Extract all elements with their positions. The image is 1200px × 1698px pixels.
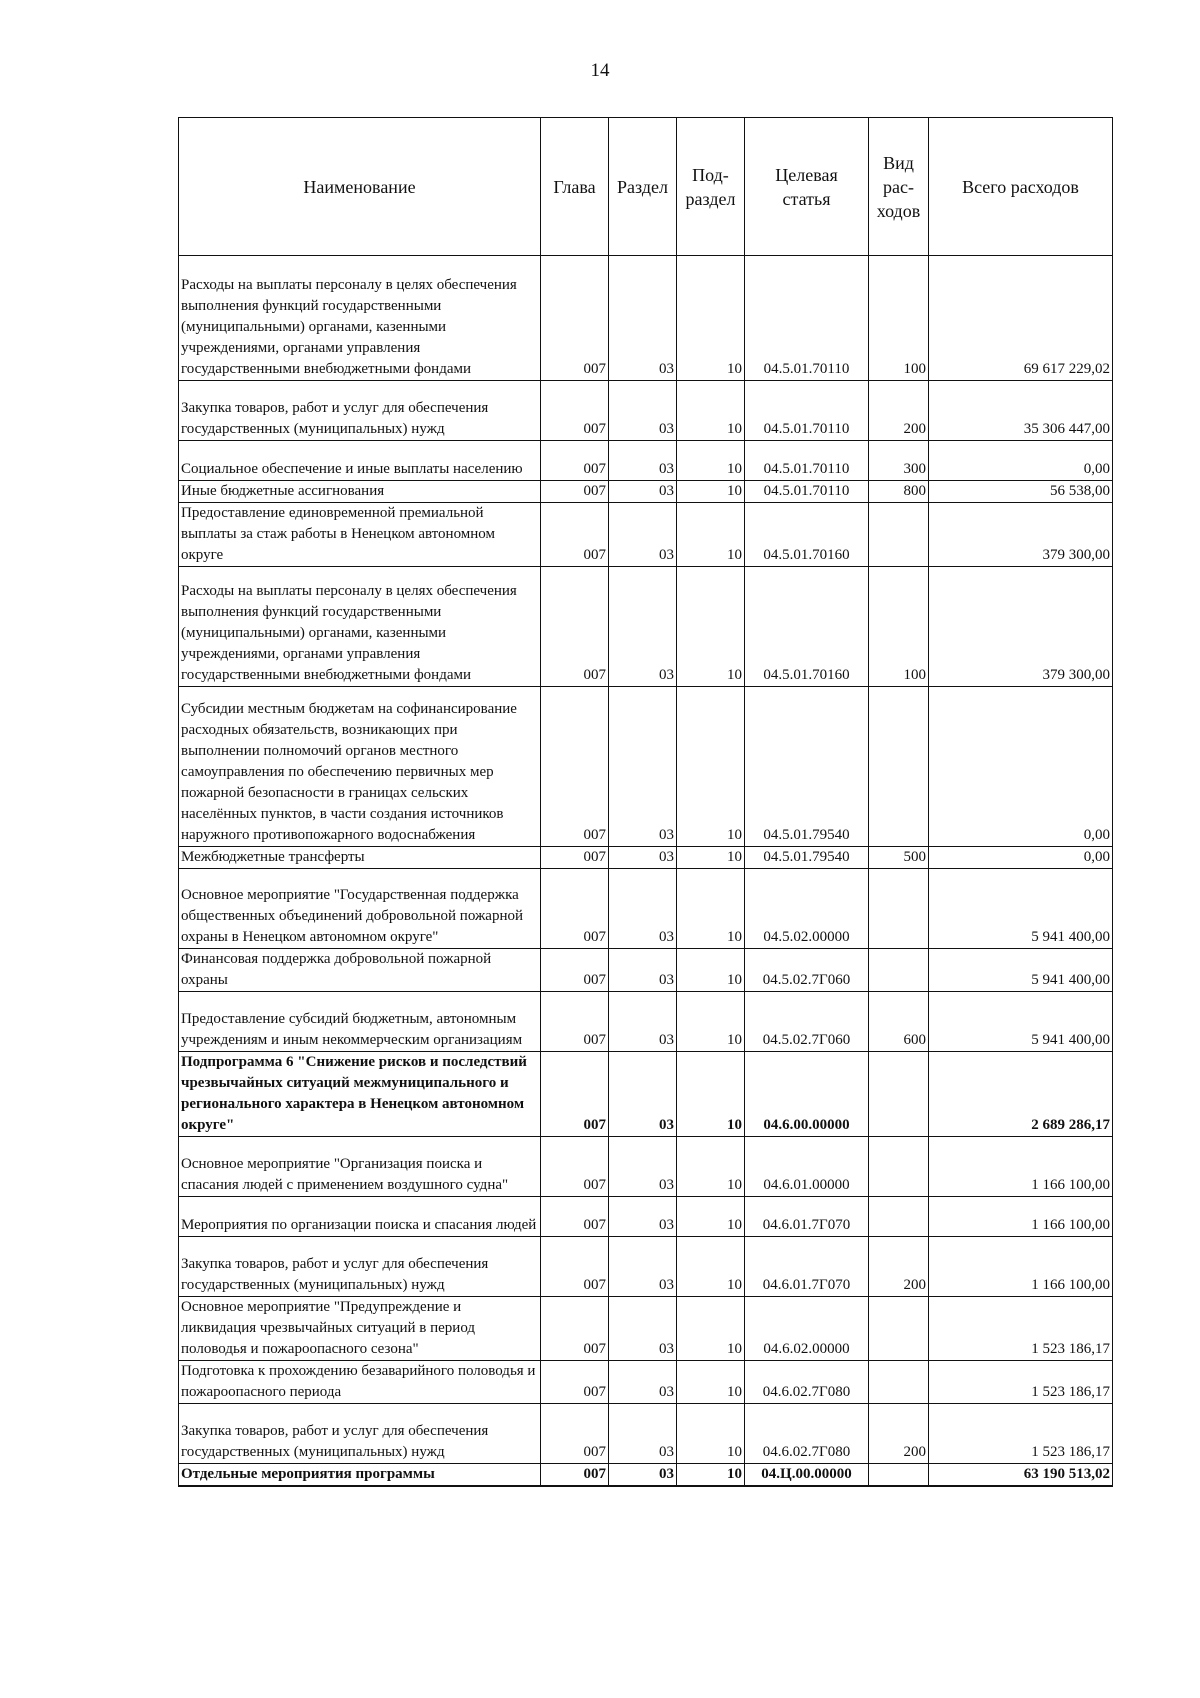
cell-total: 63 190 513,02 (929, 1464, 1113, 1487)
cell-name: Основное мероприятие "Организация поиска и спасания людей с применением воздушного судна" (179, 1137, 541, 1197)
cell-total: 1 523 186,17 (929, 1297, 1113, 1361)
cell-total: 5 941 400,00 (929, 992, 1113, 1052)
cell-total: 56 538,00 (929, 481, 1113, 503)
cell-section: 03 (609, 1197, 677, 1237)
cell-expense-type (869, 1297, 929, 1361)
cell-target: 04.5.01.79540 (745, 687, 869, 847)
cell-expense-type (869, 687, 929, 847)
table-row (179, 1052, 1113, 1137)
cell-section: 03 (609, 481, 677, 503)
cell-chapter: 007 (541, 869, 609, 949)
cell-target: 04.5.02.00000 (745, 869, 869, 949)
cell-total: 379 300,00 (929, 503, 1113, 567)
cell-total: 1 166 100,00 (929, 1137, 1113, 1197)
cell-name: Закупка товаров, работ и услуг для обеспечения государственных (муниципальных) нужд (179, 1237, 541, 1297)
cell-chapter: 007 (541, 567, 609, 687)
cell-name: Предоставление субсидий бюджетным, автономным учреждениям и иным некоммерческим организациям (179, 992, 541, 1052)
cell-subsection: 10 (677, 869, 745, 949)
cell-subsection: 10 (677, 1297, 745, 1361)
cell-expense-type: 200 (869, 381, 929, 441)
table-row (179, 869, 1113, 949)
cell-subsection: 10 (677, 1237, 745, 1297)
header-total: Всего расходов (929, 118, 1113, 256)
cell-chapter: 007 (541, 1052, 609, 1137)
cell-total: 1 166 100,00 (929, 1197, 1113, 1237)
cell-subsection: 10 (677, 847, 745, 869)
cell-expense-type: 500 (869, 847, 929, 869)
cell-target: 04.6.01.00000 (745, 1137, 869, 1197)
cell-chapter: 007 (541, 1361, 609, 1404)
table-row (179, 1237, 1113, 1297)
cell-section: 03 (609, 847, 677, 869)
cell-total: 0,00 (929, 687, 1113, 847)
cell-name: Отдельные мероприятия программы (179, 1464, 541, 1487)
cell-subsection: 10 (677, 567, 745, 687)
cell-target: 04.6.02.7Г080 (745, 1404, 869, 1464)
cell-name: Закупка товаров, работ и услуг для обеспечения государственных (муниципальных) нужд (179, 381, 541, 441)
cell-chapter: 007 (541, 992, 609, 1052)
cell-subsection: 10 (677, 256, 745, 381)
cell-expense-type (869, 503, 929, 567)
cell-target: 04.Ц.00.00000 (745, 1464, 869, 1487)
cell-target: 04.5.01.70110 (745, 381, 869, 441)
budget-table (178, 117, 1113, 1487)
header-target: Целевая статья (745, 118, 869, 256)
cell-total: 2 689 286,17 (929, 1052, 1113, 1137)
cell-expense-type: 200 (869, 1237, 929, 1297)
table-row (179, 949, 1113, 992)
cell-name: Социальное обеспечение и иные выплаты населению (179, 441, 541, 481)
cell-chapter: 007 (541, 949, 609, 992)
cell-expense-type: 100 (869, 256, 929, 381)
table-row (179, 481, 1113, 503)
cell-name: Расходы на выплаты персоналу в целях обеспечения выполнения функций государственными (муниципальными) органами, казенными учреждениями, органами управления государственными внебюджетными фондами (179, 567, 541, 687)
cell-chapter: 007 (541, 1464, 609, 1487)
cell-expense-type: 800 (869, 481, 929, 503)
cell-total: 69 617 229,02 (929, 256, 1113, 381)
cell-total: 35 306 447,00 (929, 381, 1113, 441)
cell-chapter: 007 (541, 1237, 609, 1297)
cell-total: 5 941 400,00 (929, 869, 1113, 949)
cell-subsection: 10 (677, 1464, 745, 1487)
cell-section: 03 (609, 256, 677, 381)
cell-target: 04.5.01.70110 (745, 256, 869, 381)
table-row (179, 567, 1113, 687)
table-row (179, 381, 1113, 441)
cell-total: 5 941 400,00 (929, 949, 1113, 992)
table-header-row (179, 118, 1113, 256)
cell-target: 04.5.01.79540 (745, 847, 869, 869)
cell-name: Предоставление единовременной премиальной выплаты за стаж работы в Ненецком автономном округе (179, 503, 541, 567)
cell-chapter: 007 (541, 1197, 609, 1237)
table-row (179, 687, 1113, 847)
header-expense-type: Вид рас- ходов (869, 118, 929, 256)
cell-target: 04.6.02.00000 (745, 1297, 869, 1361)
cell-section: 03 (609, 381, 677, 441)
cell-name: Иные бюджетные ассигнования (179, 481, 541, 503)
cell-target: 04.5.01.70160 (745, 567, 869, 687)
cell-target: 04.5.02.7Г060 (745, 992, 869, 1052)
cell-total: 1 166 100,00 (929, 1237, 1113, 1297)
cell-section: 03 (609, 503, 677, 567)
cell-name: Закупка товаров, работ и услуг для обеспечения государственных (муниципальных) нужд (179, 1404, 541, 1464)
cell-name: Основное мероприятие "Государственная поддержка общественных объединений добровольной пожарной охраны в Ненецком автономном округе" (179, 869, 541, 949)
cell-subsection: 10 (677, 1052, 745, 1137)
cell-section: 03 (609, 441, 677, 481)
cell-section: 03 (609, 992, 677, 1052)
cell-expense-type (869, 949, 929, 992)
cell-expense-type (869, 1361, 929, 1404)
cell-section: 03 (609, 1052, 677, 1137)
header-name: Наименование (179, 118, 541, 256)
table-row (179, 441, 1113, 481)
table-row (179, 1297, 1113, 1361)
cell-name: Мероприятия по организации поиска и спасания людей (179, 1197, 541, 1237)
cell-target: 04.6.00.00000 (745, 1052, 869, 1137)
cell-chapter: 007 (541, 256, 609, 381)
cell-subsection: 10 (677, 381, 745, 441)
cell-total: 0,00 (929, 847, 1113, 869)
cell-section: 03 (609, 1237, 677, 1297)
cell-subsection: 10 (677, 503, 745, 567)
cell-subsection: 10 (677, 1197, 745, 1237)
table-row (179, 256, 1113, 381)
table-row (179, 503, 1113, 567)
cell-section: 03 (609, 1137, 677, 1197)
cell-section: 03 (609, 1297, 677, 1361)
cell-target: 04.6.01.7Г070 (745, 1197, 869, 1237)
cell-chapter: 007 (541, 441, 609, 481)
cell-chapter: 007 (541, 1297, 609, 1361)
cell-expense-type: 100 (869, 567, 929, 687)
cell-name: Финансовая поддержка добровольной пожарной охраны (179, 949, 541, 992)
cell-section: 03 (609, 1361, 677, 1404)
page-number: 14 (590, 60, 610, 81)
cell-chapter: 007 (541, 381, 609, 441)
table-row (179, 1137, 1113, 1197)
cell-section: 03 (609, 687, 677, 847)
cell-total: 0,00 (929, 441, 1113, 481)
cell-subsection: 10 (677, 441, 745, 481)
header-subsection: Под- раздел (677, 118, 745, 256)
table-row (179, 1404, 1113, 1464)
cell-target: 04.5.01.70110 (745, 441, 869, 481)
cell-subsection: 10 (677, 1404, 745, 1464)
cell-target: 04.5.01.70160 (745, 503, 869, 567)
cell-section: 03 (609, 567, 677, 687)
cell-expense-type: 600 (869, 992, 929, 1052)
cell-section: 03 (609, 869, 677, 949)
cell-subsection: 10 (677, 992, 745, 1052)
cell-chapter: 007 (541, 481, 609, 503)
cell-chapter: 007 (541, 847, 609, 869)
cell-name: Основное мероприятие "Предупреждение и ликвидация чрезвычайных ситуаций в период половодья и пожароопасного сезона" (179, 1297, 541, 1361)
cell-chapter: 007 (541, 503, 609, 567)
cell-expense-type (869, 869, 929, 949)
cell-name: Расходы на выплаты персоналу в целях обеспечения выполнения функций государственными (муниципальными) органами, казенными учреждениями, органами управления государственными внебюджетными фондами (179, 256, 541, 381)
cell-subsection: 10 (677, 1361, 745, 1404)
cell-subsection: 10 (677, 949, 745, 992)
table-row (179, 992, 1113, 1052)
cell-chapter: 007 (541, 687, 609, 847)
cell-chapter: 007 (541, 1404, 609, 1464)
cell-expense-type: 300 (869, 441, 929, 481)
cell-subsection: 10 (677, 687, 745, 847)
header-section: Раздел (609, 118, 677, 256)
cell-name: Подпрограмма 6 "Снижение рисков и последствий чрезвычайных ситуаций межмуниципального и регионального характера в Ненецком автономном округе" (179, 1052, 541, 1137)
cell-name: Субсидии местным бюджетам на софинансирование расходных обязательств, возникающих при выполнении полномочий органов местного самоуправления по обеспечению первичных мер пожарной безопасности в границах сельских населённых пунктов, в части создания источников наружного противопожарного водоснабжения (179, 687, 541, 847)
cell-name: Подготовка к прохождению безаварийного половодья и пожароопасного периода (179, 1361, 541, 1404)
cell-target: 04.6.01.7Г070 (745, 1237, 869, 1297)
cell-subsection: 10 (677, 481, 745, 503)
cell-section: 03 (609, 1464, 677, 1487)
table-row (179, 1361, 1113, 1404)
cell-expense-type (869, 1197, 929, 1237)
header-chapter: Глава (541, 118, 609, 256)
cell-expense-type (869, 1137, 929, 1197)
cell-total: 1 523 186,17 (929, 1404, 1113, 1464)
cell-expense-type (869, 1052, 929, 1137)
cell-target: 04.6.02.7Г080 (745, 1361, 869, 1404)
cell-expense-type: 200 (869, 1404, 929, 1464)
cell-total: 1 523 186,17 (929, 1361, 1113, 1404)
cell-target: 04.5.01.70110 (745, 481, 869, 503)
table-row (179, 1197, 1113, 1237)
cell-name: Межбюджетные трансферты (179, 847, 541, 869)
cell-chapter: 007 (541, 1137, 609, 1197)
table-row (179, 1464, 1113, 1487)
cell-expense-type (869, 1464, 929, 1487)
cell-target: 04.5.02.7Г060 (745, 949, 869, 992)
cell-section: 03 (609, 1404, 677, 1464)
cell-subsection: 10 (677, 1137, 745, 1197)
table-row (179, 847, 1113, 869)
cell-section: 03 (609, 949, 677, 992)
cell-total: 379 300,00 (929, 567, 1113, 687)
